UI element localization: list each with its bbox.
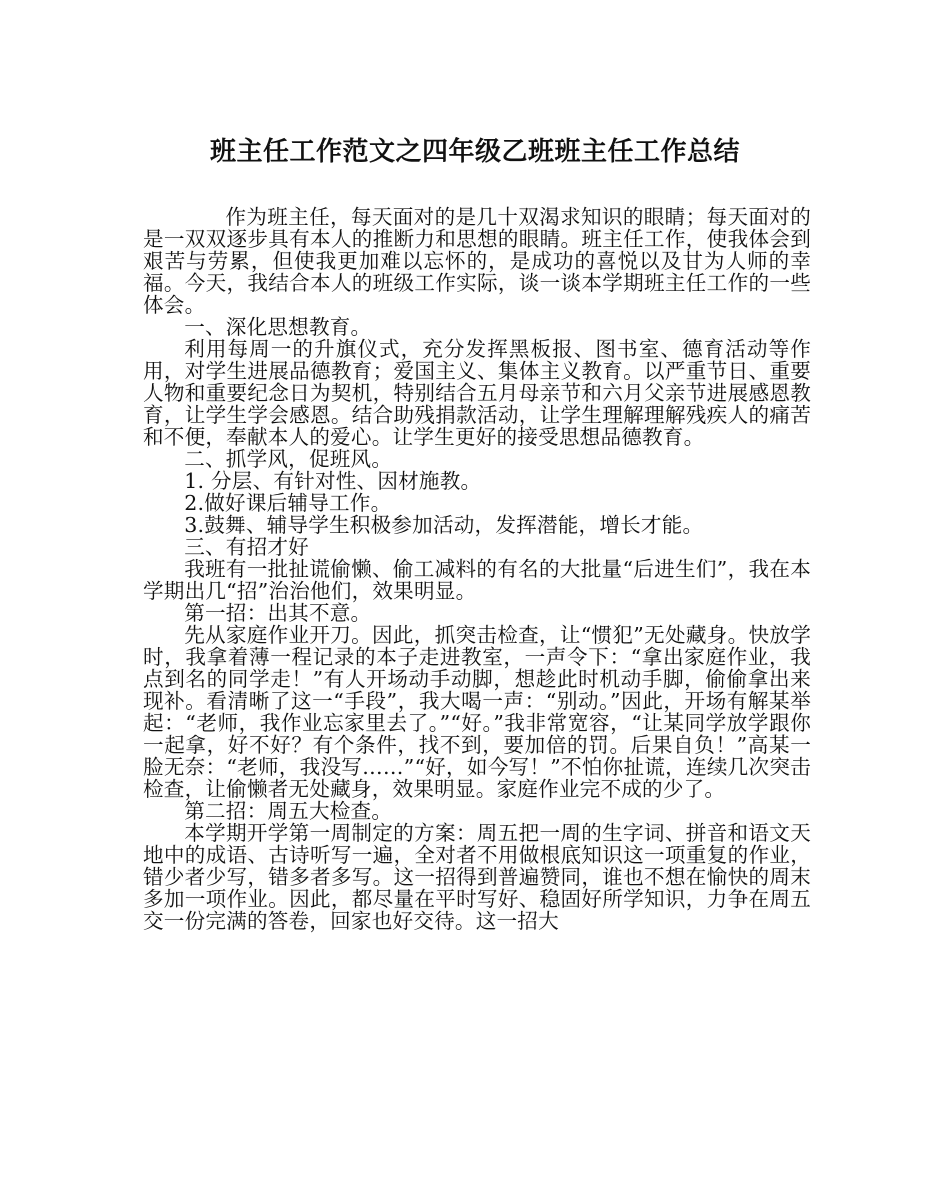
paragraph-ideology-education: 利用每周一的升旗仪式，充分发挥黑板报、图书室、德育活动等作用，对学生进展品德教育；爱国主义、集体主义教育。以严重节日、重要人物和重要纪念日为契机，特别结合五月母亲节和六月父亲节进展感恩教育，让学生学会感恩。结合助残捐款活动，让学生理解理解残疾人的痛苦和不便，奉献本人的爱心。让学生更好的接受思想品德教育。 xyxy=(143,337,811,449)
paragraph-intro: 作为班主任，每天面对的是几十双渴求知识的眼睛；每天面对的是一双双逐步具有本人的推断力和思想的眼睛。班主任工作，使我体会到艰苦与劳累，但使我更加难以忘怀的，是成功的喜悦以及甘为人师的幸福。今天，我结合本人的班级工作实际，谈一谈本学期班主任工作的一些体会。 xyxy=(143,205,811,317)
document-title: 班主任工作范文之四年级乙班班主任工作总结 xyxy=(209,137,740,167)
section-heading-1: 一、深化思想教育。 xyxy=(184,315,372,339)
sub-heading-trick-1: 第一招：出其不意。 xyxy=(184,601,372,625)
paragraph-trick-1: 先从家庭作业开刀。因此，抓突击检查，让“惯犯”无处藏身。快放学时，我拿着薄一程记录的本子走进教室，一声令下：“拿出家庭作业，我点到名的同学走！”有人开场动手动脚，想趁此时机动手脚，偷偷拿出来现补。看清晰了这一“手段”，我大喝一声：“别动。”因此，开场有解某举起：“老师，我作业忘家里去了。”“好。”我非常宽容，“让某同学放学跟你一起拿，好不好？有个条件，找不到，要加倍的罚。后果自负！”高某一脸无奈：“老师，我没写……”“好，如今写！”不怕你扯谎，连续几次突击检查，让偷懒者无处藏身，效果明显。家庭作业完不成的少了。 xyxy=(143,623,811,801)
document-body xyxy=(143,206,811,932)
list-item-3: 3.鼓舞、辅导学生积极参加活动，发挥潜能，增长才能。 xyxy=(184,513,704,537)
section-heading-2: 二、抓学风，促班风。 xyxy=(184,447,393,471)
paragraph-tricks-intro: 我班有一批扯谎偷懒、偷工减料的有名的大批量“后进生们”，我在本学期出几“招”治治他们，效果明显。 xyxy=(143,557,811,603)
section-heading-3: 三、有招才好 xyxy=(184,535,309,559)
list-item-2: 2.做好课后辅导工作。 xyxy=(184,491,392,515)
list-item-1: 1. 分层、有针对性、因材施教。 xyxy=(184,469,482,493)
paragraph-trick-2: 本学期开学第一周制定的方案：周五把一周的生字词、拼音和语文天地中的成语、古诗听写一遍，全对者不用做根底知识这一项重复的作业，错少者少写，错多者多写。这一招得到普遍赞同，谁也不想在愉快的周末多加一项作业。因此，都尽量在平时写好、稳固好所学知识，力争在周五交一份完满的答卷，回家也好交待。这一招大 xyxy=(143,821,811,933)
sub-heading-trick-2: 第二招：周五大检查。 xyxy=(184,799,393,823)
